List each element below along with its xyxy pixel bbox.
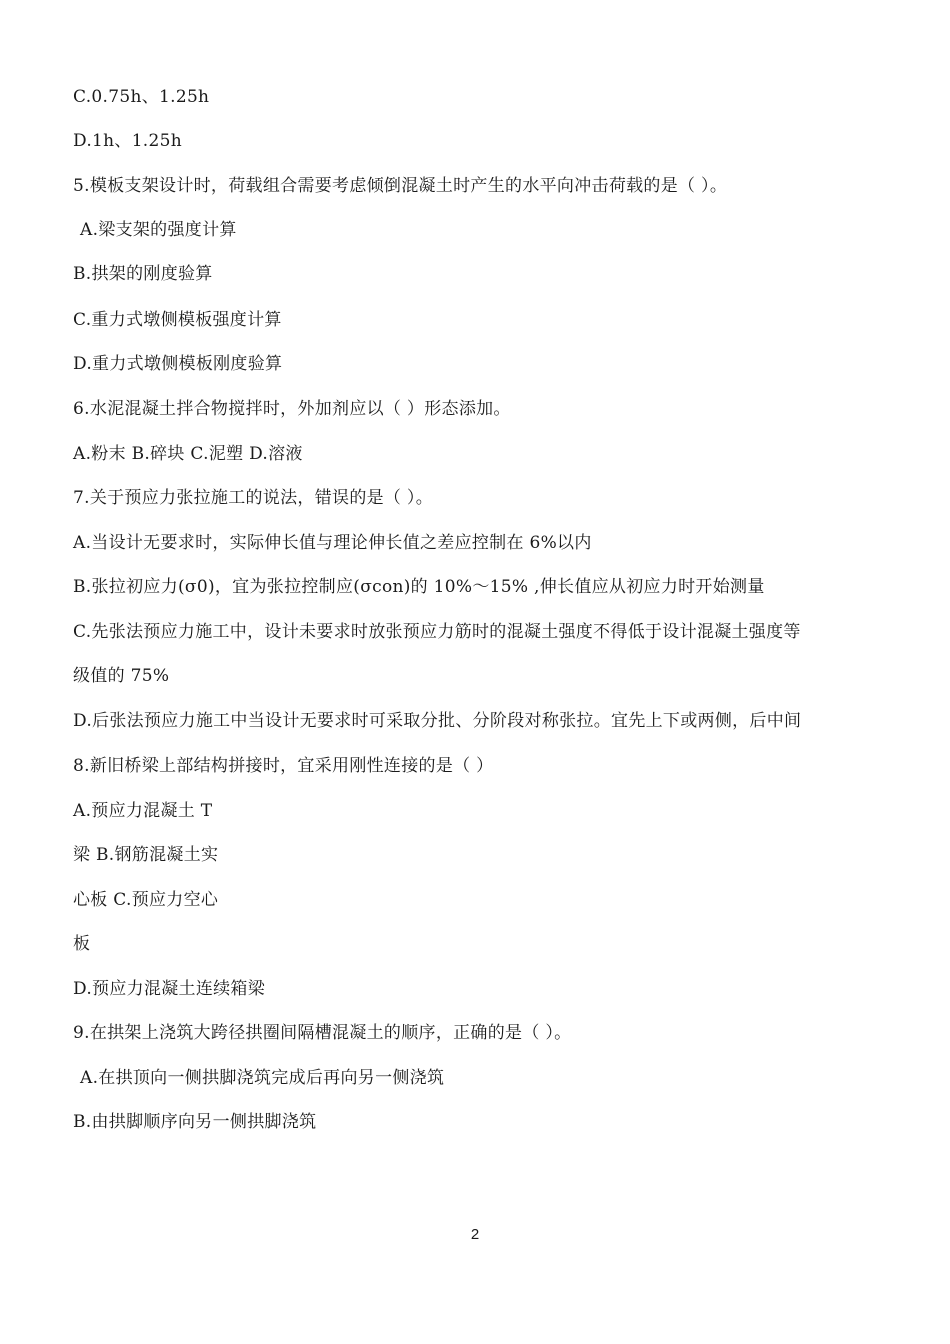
option-a-q8: A.预应力混凝土 T	[73, 801, 213, 821]
option-c-q4: C.0.75h、1.25h	[73, 87, 210, 107]
options-q6: A.粉末 B.碎块 C.泥塑 D.溶液	[73, 444, 303, 464]
option-c-q5: C.重力式墩侧模板强度计算	[73, 310, 282, 330]
option-c-q8: 心板 C.预应力空心	[73, 890, 219, 910]
option-c-q7-continued: 级值的 75%	[73, 666, 170, 686]
option-c-q7: C.先张法预应力施工中，设计未要求时放张预应力筋时的混凝土强度不得低于设计混凝土强度等	[73, 622, 801, 642]
option-b-q9: B.由拱脚顺序向另一侧拱脚浇筑	[73, 1112, 317, 1132]
option-b-q8: 梁 B.钢筋混凝土实	[73, 845, 219, 865]
question-7: 7.关于预应力张拉施工的说法，错误的是（ ）。	[73, 488, 434, 508]
option-d-q7: D.后张法预应力施工中当设计无要求时可采取分批、分阶段对称张拉。宜先上下或两侧，后中间	[73, 711, 802, 731]
option-a-q5: A.梁支架的强度计算	[80, 220, 237, 240]
option-a-q7: A.当设计无要求时，实际伸长值与理论伸长值之差应控制在 6%以内	[73, 533, 592, 553]
question-9: 9.在拱架上浇筑大跨径拱圈间隔槽混凝土的顺序，正确的是（ ）。	[73, 1023, 572, 1043]
option-b-q5: B.拱架的刚度验算	[73, 264, 213, 284]
option-b-q7: B.张拉初应力(σ0)，宜为张拉控制应(σcon)的 10%～15% ,伸长值应从初应力时开始测量	[73, 577, 765, 597]
option-c-q8-continued: 板	[73, 934, 91, 954]
page-number: 2	[470, 1226, 480, 1243]
option-d-q8: D.预应力混凝土连续箱梁	[73, 979, 266, 999]
question-8: 8.新旧桥梁上部结构拼接时，宜采用刚性连接的是（ ）	[73, 756, 494, 776]
option-a-q9: A.在拱顶向一侧拱脚浇筑完成后再向另一侧浇筑	[80, 1068, 445, 1088]
question-5: 5.模板支架设计时，荷载组合需要考虑倾倒混凝土时产生的水平向冲击荷载的是（ ）。	[73, 176, 728, 196]
option-d-q4: D.1h、1.25h	[73, 131, 182, 151]
question-6: 6.水泥混凝土拌合物搅拌时，外加剂应以（ ）形态添加。	[73, 399, 511, 419]
option-d-q5: D.重力式墩侧模板刚度验算	[73, 354, 283, 374]
